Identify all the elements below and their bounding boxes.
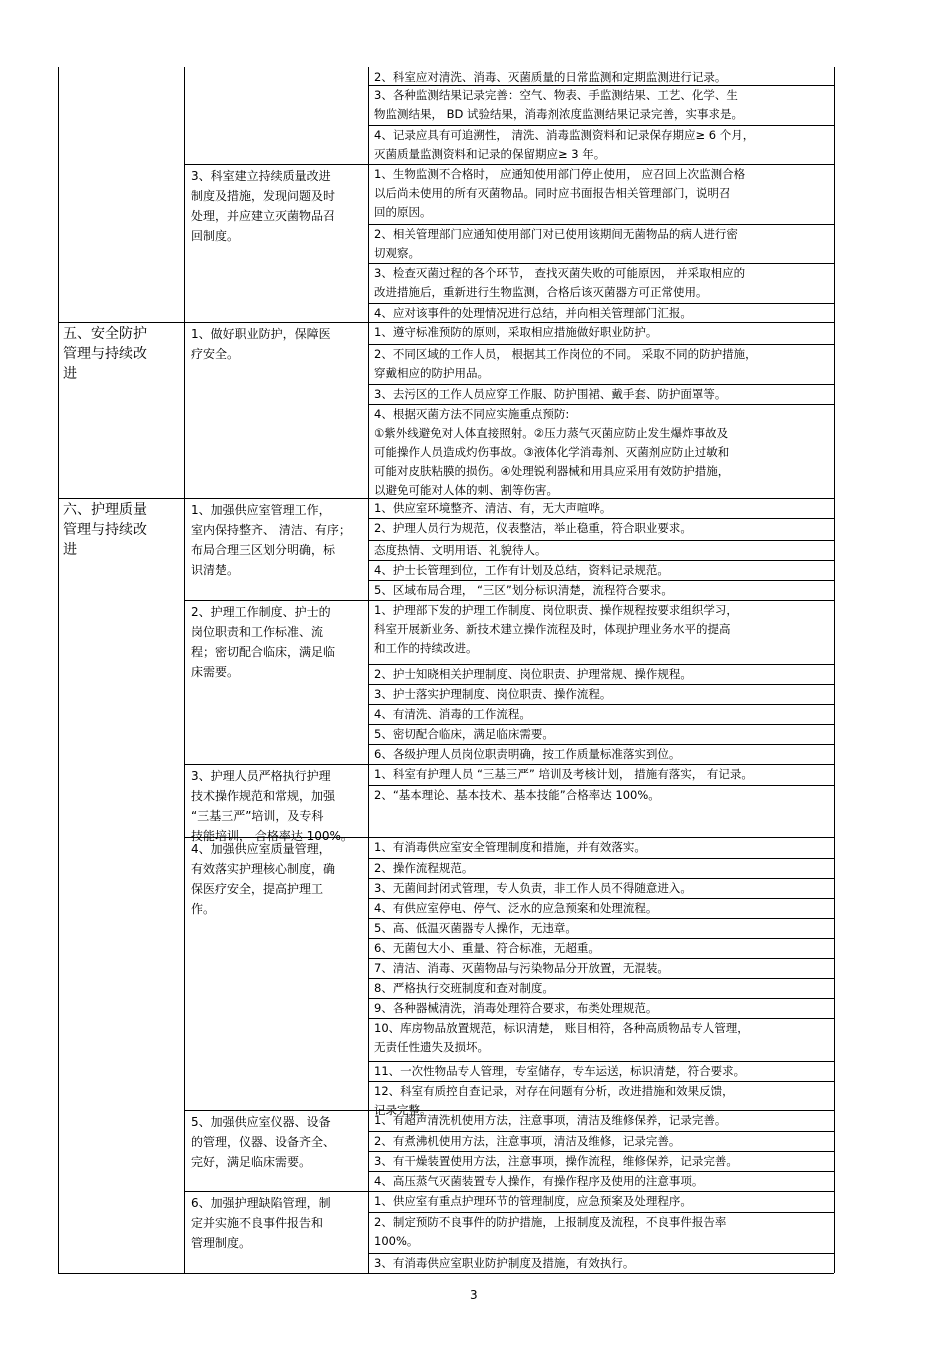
section-title-line: 六、护理质量 — [63, 502, 147, 518]
standard-line: 回制度。 — [191, 229, 240, 243]
criteria-line: 回的原因。 — [374, 205, 432, 219]
criteria-line: 1、生物监测不合格时， 应通知使用部门停止使用， 应召回上次监测合格 — [374, 167, 746, 181]
criteria-line: 6、各级护理人员岗位职责明确，按工作质量标准落实到位。 — [374, 747, 681, 761]
standard-line: 制度及措施，发现问题及时 — [191, 189, 336, 203]
section-title-line: 五、安全防护 — [63, 326, 147, 342]
criteria-line: 6、无菌包大小、重量、符合标准，无超重。 — [374, 941, 600, 955]
standard-line: 处理，并应建立灭菌物品召 — [191, 209, 336, 223]
column-border — [368, 67, 369, 1273]
criteria-line: 100%。 — [374, 1234, 419, 1248]
column-border — [834, 67, 835, 1273]
criteria-line: 2、相关管理部门应通知使用部门对已使用该期间无菌物品的病人进行密 — [374, 227, 738, 241]
criteria-line: 改进措施后，重新进行生物监测，合格后该灭菌器方可正常使用。 — [374, 285, 708, 299]
column-border — [184, 67, 185, 1273]
criteria-line: 11、一次性物品专人管理，专室储存，专车运送，标识清楚，符合要求。 — [374, 1064, 746, 1078]
page-number: 3 — [470, 1288, 478, 1302]
criteria-line: 5、区域布局合理， “三区”划分标识清楚，流程符合要求。 — [374, 583, 673, 597]
standard-line: 有效落实护理核心制度，确 — [191, 862, 336, 876]
standard-line: 管理制度。 — [191, 1236, 252, 1250]
row-divider — [58, 1273, 834, 1274]
criteria-line: 4、有清洗、消毒的工作流程。 — [374, 707, 531, 721]
criteria-line: 8、严格执行交班制度和查对制度。 — [374, 981, 554, 995]
standard-line: 6、加强护理缺陷管理，制 — [191, 1196, 331, 1210]
criteria-line: 1、有消毒供应室安全管理制度和措施，并有效落实。 — [374, 840, 646, 854]
criteria-line: 2、有煮沸机使用方法，注意事项，清洁及维修，记录完善。 — [374, 1134, 681, 1148]
standard-line: 作。 — [191, 902, 216, 916]
standard-line: 4、加强供应室质量管理， — [191, 842, 331, 856]
standard-line: 1、做好职业防护，保障医 — [191, 327, 331, 341]
criteria-line: 12、科室有质控自查记录，对存在问题有分析，改进措施和效果反馈， — [374, 1084, 734, 1098]
criteria-line: 无责任性遗失及损坏。 — [374, 1040, 489, 1054]
criteria-line: 2、“基本理论、基本技术、基本技能”合格率达 100%。 — [374, 788, 660, 802]
criteria-line: 1、护理部下发的护理工作制度、岗位职责、操作规程按要求组织学习， — [374, 603, 738, 617]
standard-line: 1、加强供应室管理工作， — [191, 503, 331, 517]
criteria-line: 灭菌质量监测资料和记录的保留期应≥ 3 年。 — [374, 147, 606, 161]
criteria-line: 10、库房物品放置规范，标识清楚， 账目相符，各种高质物品专人管理， — [374, 1021, 749, 1035]
criteria-line: 5、密切配合临床，满足临床需要。 — [374, 727, 554, 741]
criteria-line: 4、护士长管理到位，工作有计划及总结，资料记录规范。 — [374, 563, 669, 577]
criteria-line: 2、护理人员行为规范，仪表整洁，举止稳重，符合职业要求。 — [374, 521, 692, 535]
criteria-line: 4、有供应室停电、停气、泛水的应急预案和处理流程。 — [374, 901, 658, 915]
criteria-line: 3、检查灭菌过程的各个环节， 查找灭菌失败的可能原因， 并采取相应的 — [374, 266, 746, 280]
standard-line: 布局合理三区划分明确，标 — [191, 543, 336, 557]
standard-line: 2、护理工作制度、护士的 — [191, 605, 331, 619]
section-title-line: 进 — [63, 366, 77, 382]
standard-line: 岗位职责和工作标准、流 — [191, 625, 324, 639]
criteria-line: 2、制定预防不良事件的防护措施，上报制度及流程，不良事件报告率 — [374, 1215, 727, 1229]
criteria-line: 以避免可能对人体的刺、割等伤害。 — [374, 483, 558, 497]
criteria-line: 7、清洁、消毒、灭菌物品与污染物品分开放置，无混装。 — [374, 961, 669, 975]
criteria-line: 4、应对该事件的处理情况进行总结，并向相关管理部门汇报。 — [374, 306, 692, 320]
criteria-line: 1、供应室有重点护理环节的管理制度，应急预案及处理程序。 — [374, 1194, 692, 1208]
standard-line: 识清楚。 — [191, 563, 240, 577]
criteria-line: 2、科室应对清洗、消毒、灭菌质量的日常监测和定期监测进行记录。 — [374, 70, 727, 84]
standard-line: 定并实施不良事件报告和 — [191, 1216, 324, 1230]
standard-line: 3、科室建立持续质量改进 — [191, 169, 331, 183]
standard-line: 程；密切配合临床，满足临 — [191, 645, 336, 659]
section-title-line: 管理与持续改 — [63, 522, 147, 538]
criteria-line: 物监测结果， BD 试验结果，消毒剂浓度监测结果记录完善，实事求是。 — [374, 107, 744, 121]
standard-line: 完好，满足临床需要。 — [191, 1155, 312, 1169]
criteria-line: 1、遵守标准预防的原则，采取相应措施做好职业防护。 — [374, 325, 658, 339]
criteria-line: 记录完整。 — [374, 1103, 432, 1117]
standard-line: “三基三严”培训，及专科 — [191, 809, 324, 823]
criteria-line: 切观察。 — [374, 246, 420, 260]
standard-line: 保医疗安全，提高护理工 — [191, 882, 324, 896]
criteria-line: 3、无菌间封闭式管理，专人负责，非工作人员不得随意进入。 — [374, 881, 692, 895]
criteria-line: 5、高、低温灭菌器专人操作，无违章。 — [374, 921, 577, 935]
criteria-line: 3、各种监测结果记录完善：空气、物表、手监测结果、工艺、化学、生 — [374, 88, 738, 102]
standard-line: 3、护理人员严格执行护理 — [191, 769, 331, 783]
criteria-line: 4、高压蒸气灭菌装置专人操作，有操作程序及使用的注意事项。 — [374, 1174, 704, 1188]
criteria-line: 2、不同区域的工作人员， 根据其工作岗位的不同。 采取不同的防护措施， — [374, 347, 757, 361]
criteria-line: 2、护士知晓相关护理制度、岗位职责、护理常规、操作规程。 — [374, 667, 692, 681]
standard-line: 5、加强供应室仪器、设备 — [191, 1115, 331, 1129]
standards-table — [58, 67, 834, 1273]
standard-line: 技能培训， 合格率达 100%。 — [191, 829, 353, 843]
criteria-line: 1、有超声清洗机使用方法，注意事项，清洁及维修保养，记录完善。 — [374, 1113, 727, 1127]
criteria-line: 3、护士落实护理制度、岗位职责、操作流程。 — [374, 687, 612, 701]
standard-line: 的管理，仪器、设备齐全、 — [191, 1135, 336, 1149]
criteria-line: 3、有消毒供应室职业防护制度及措施，有效执行。 — [374, 1256, 635, 1270]
criteria-line: 3、去污区的工作人员应穿工作服、防护围裙、戴手套、防护面罩等。 — [374, 387, 727, 401]
criteria-line: 科室开展新业务、新技术建立操作流程及时，体现护理业务水平的提高 — [374, 622, 731, 636]
criteria-line: 可能对皮肤粘膜的损伤。④处理锐利器械和用具应采用有效防护措施， — [374, 464, 730, 478]
criteria-line: ①紫外线避免对人体直接照射。②压力蒸气灭菌应防止发生爆炸事故及 — [374, 426, 729, 440]
criteria-line: 1、科室有护理人员 “三基三严” 培训及考核计划， 措施有落实， 有记录。 — [374, 767, 753, 781]
standard-line: 床需要。 — [191, 665, 240, 679]
criteria-line: 3、有干燥装置使用方法，注意事项，操作流程，维修保养，记录完善。 — [374, 1154, 738, 1168]
criteria-line: 和工作的持续改进。 — [374, 641, 478, 655]
criteria-line: 以后尚未使用的所有灭菌物品。同时应书面报告相关管理部门，说明召 — [374, 186, 731, 200]
criteria-line: 9、各种器械清洗，消毒处理符合要求，布类处理规范。 — [374, 1001, 658, 1015]
standard-line: 室内保持整齐、 清洁、有序； — [191, 523, 351, 537]
criteria-line: 4、记录应具有可追溯性， 清洗、消毒监测资料和记录保存期应≥ 6 个月， — [374, 128, 755, 142]
criteria-line: 1、供应室环境整齐、清洁、有，无大声喧哗。 — [374, 501, 612, 515]
standard-line: 技术操作规范和常规，加强 — [191, 789, 336, 803]
criteria-line: 穿戴相应的防护用品。 — [374, 366, 489, 380]
standard-line: 疗安全。 — [191, 347, 240, 361]
column-border — [58, 67, 59, 1273]
criteria-line: 态度热情、文明用语、礼貌待人。 — [374, 543, 547, 557]
section-title-line: 管理与持续改 — [63, 346, 147, 362]
section-title-line: 进 — [63, 542, 77, 558]
criteria-line: 可能操作人员造成灼伤事故。③液体化学消毒剂、灭菌剂应防止过敏和 — [374, 445, 730, 459]
criteria-line: 2、操作流程规范。 — [374, 861, 474, 875]
criteria-line: 4、根据灭菌方法不同应实施重点预防: — [374, 407, 570, 421]
